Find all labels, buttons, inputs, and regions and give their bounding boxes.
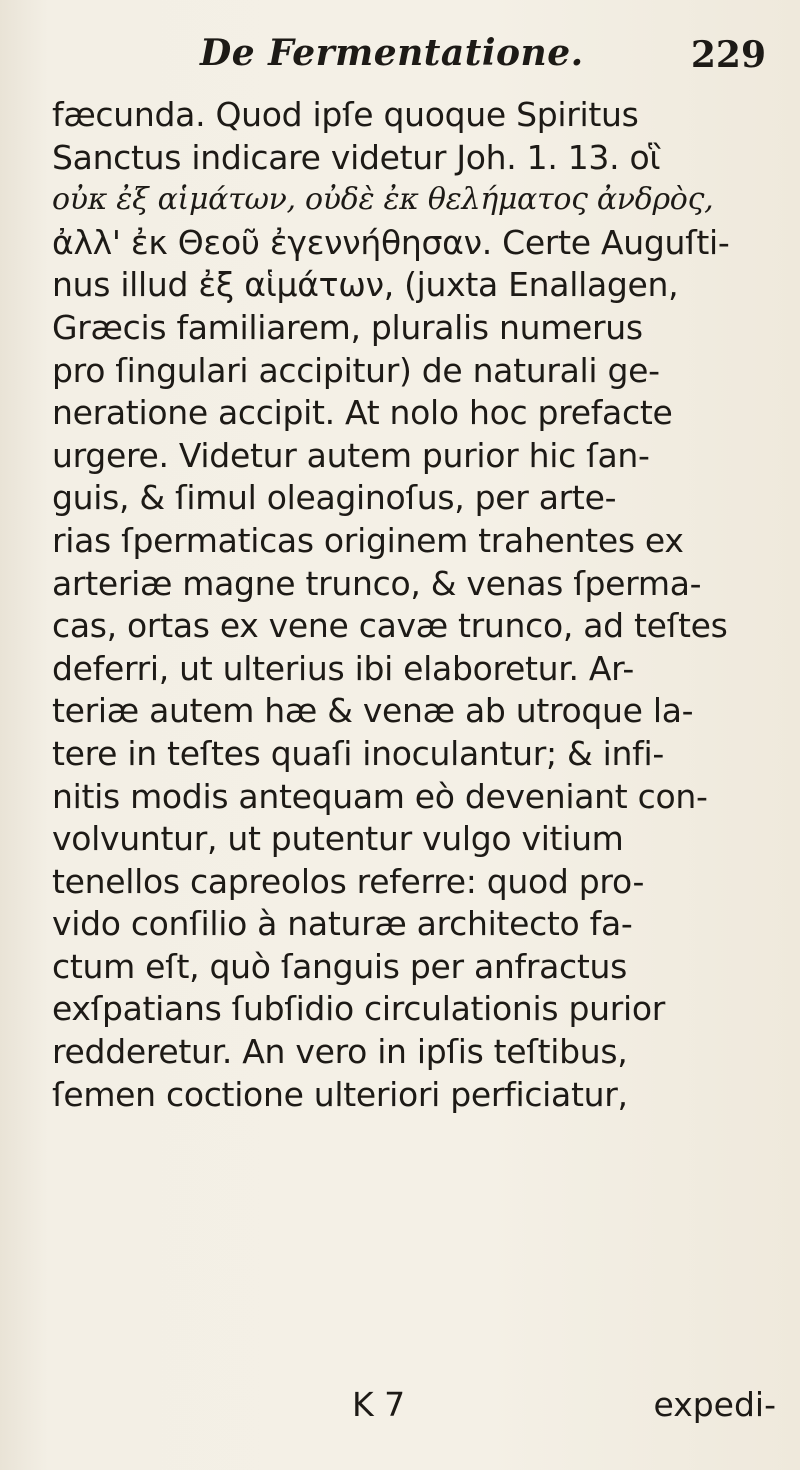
text-line: pro ſingulari accipitur) de naturali ge- — [52, 350, 660, 390]
text-line: volvuntur, ut putentur vulgo vitium — [52, 819, 624, 859]
text-line: Sanctus indicare videtur Joh. 1. 13. οἳ — [52, 137, 661, 177]
text-line: nus illud ἐξ αἱμάτων, (juxta Enallagen, — [52, 265, 679, 305]
text-line: ſemen coctione ulteriori perficiatur, — [52, 1074, 628, 1114]
text-line: rias ſpermaticas originem trahentes ex — [52, 520, 684, 560]
text-line: guis, & ſimul oleaginoſus, per arte- — [52, 478, 617, 518]
text-line: fæcunda. Quod ipſe quoque Spiritus — [52, 95, 639, 134]
text-line: ctum eſt, quò ſanguis per anfractus — [52, 946, 628, 986]
signature-mark: K 7 — [352, 1385, 406, 1424]
text-line: tere in teſtes quaſi inoculantur; & infi- — [52, 733, 664, 773]
text-line: neratione accipit. At nolo hoc prefacte — [52, 393, 673, 433]
text-line: cas, ortas ex vene cavæ trunco, ad teſtes — [52, 606, 728, 646]
text-line: tenellos capreolos referre: quod pro- — [52, 861, 645, 901]
text-line: vido conſilio à naturæ architecto fa- — [52, 904, 633, 944]
text-line-greek: οὐκ ἐξ αἱμάτων, οὐδὲ ἐκ θελήματος ἀνδρὸς, — [52, 182, 714, 218]
text-line: Græcis familiarem, pluralis numerus — [52, 307, 643, 347]
text-line: exſpatians ſubſidio circulationis purior — [52, 989, 666, 1029]
running-head — [40, 30, 780, 90]
running-title: De Fermentatione. — [200, 32, 584, 74]
text-line: ἀλλ' ἐκ Θεοῦ ἐγεννήθησαν. Certe Auguſti- — [52, 222, 730, 262]
text-line: deferri, ut ulterius ibi elaboretur. Ar- — [52, 648, 634, 688]
text-line: urgere. Videtur autem purior hic ſan- — [52, 435, 650, 475]
body-text — [52, 94, 782, 1116]
text-line: nitis modis antequam eò deveniant con- — [52, 776, 708, 816]
text-line: redderetur. An vero in ipſis teſtibus, — [52, 1032, 628, 1072]
catchword: expedi- — [653, 1385, 776, 1424]
page-footer — [40, 1385, 780, 1435]
text-line: arteriæ magne trunco, & venas ſperma- — [52, 563, 702, 603]
text-line: teriæ autem hæ & venæ ab utroque la- — [52, 691, 694, 731]
page-number: 229 — [690, 34, 766, 76]
